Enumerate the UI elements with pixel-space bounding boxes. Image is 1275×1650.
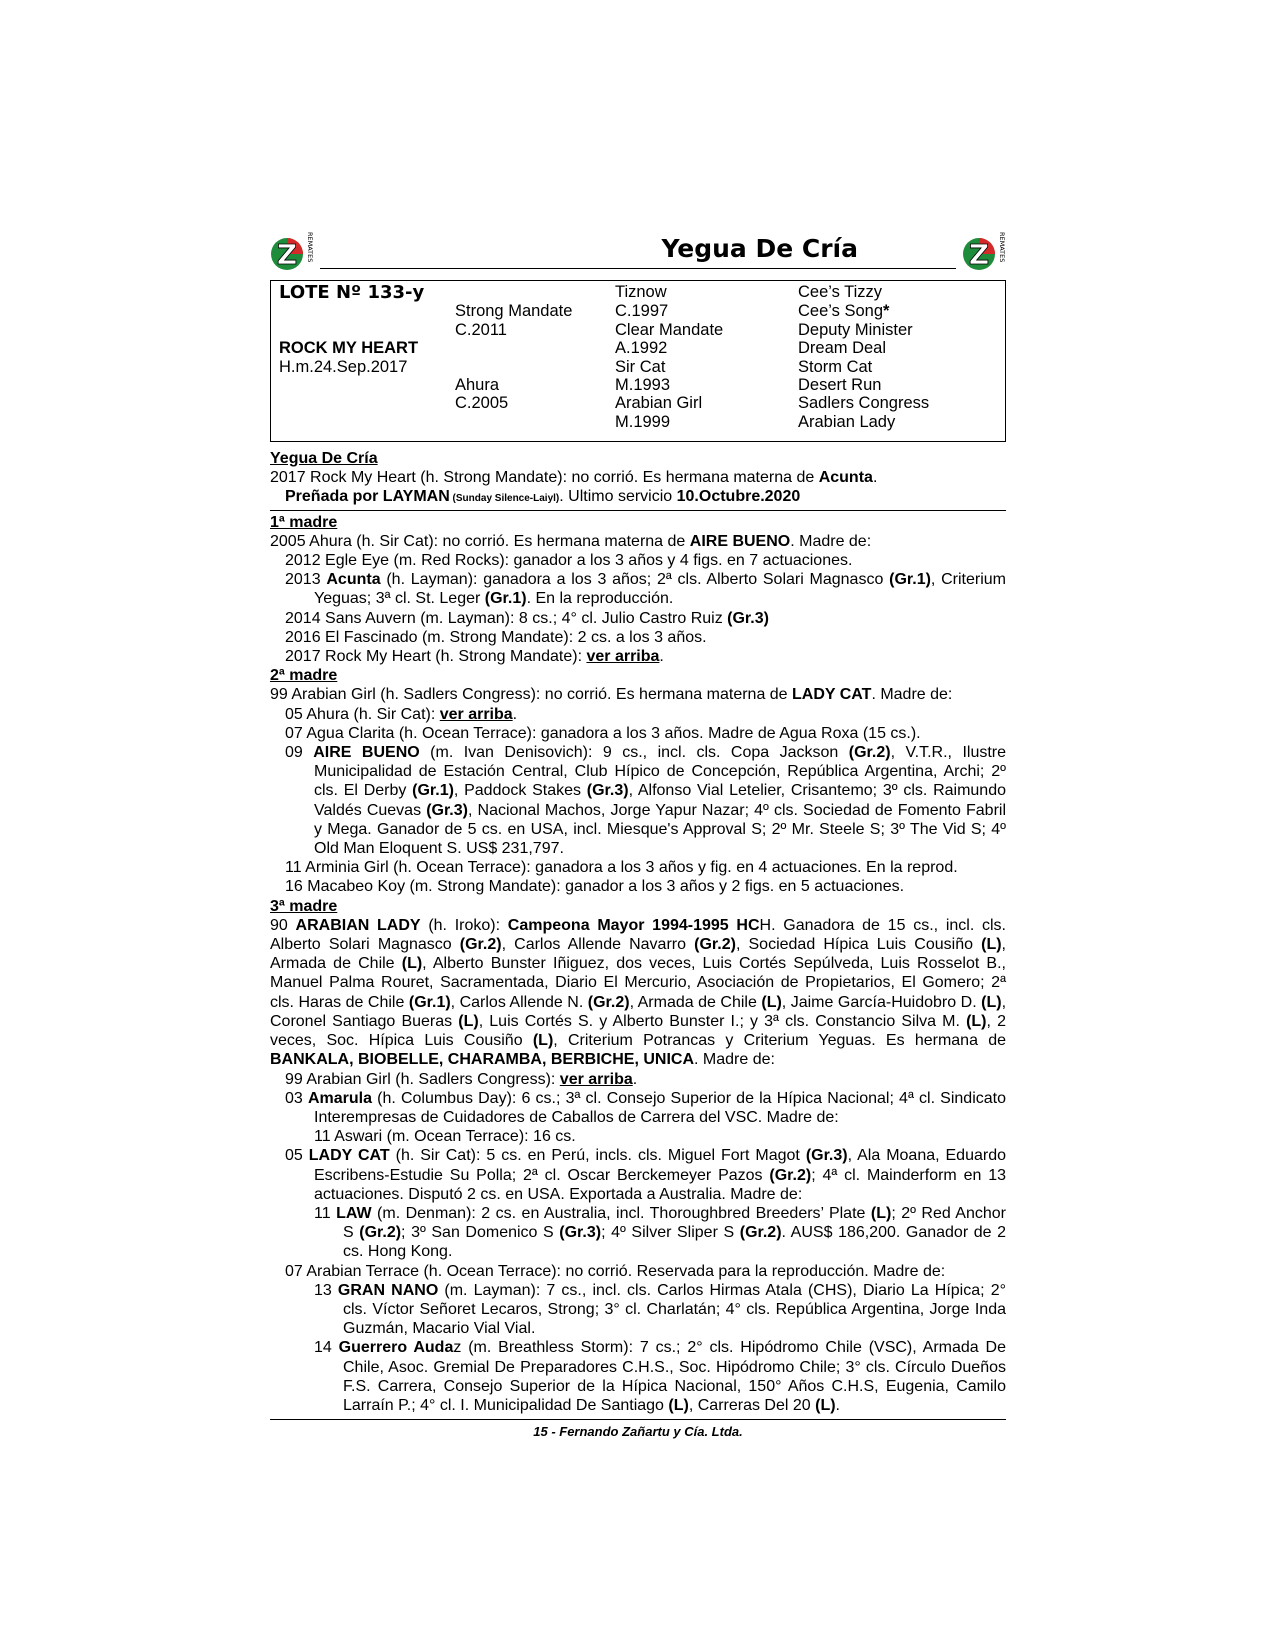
ped-col4-5: Desert Run — [798, 376, 882, 394]
ped-col4-4: Storm Cat — [798, 358, 873, 376]
svg-text:REMATES: REMATES — [306, 232, 314, 263]
zr-remates-logo-left — [270, 228, 314, 274]
ped-col4-7: Arabian Lady — [798, 413, 896, 431]
produce-entry: 03 Amarula (h. Columbus Day): 6 cs.; 3ª cl. Consejo Superior de la Hípica Nacional; 4ª cl. Sindicato Interempresas de Cuidadores de Caballos de Carrera del VSC. Madre de: — [285, 1089, 1006, 1126]
catalog-page — [270, 222, 1006, 1439]
sire-year: C.2011 — [455, 321, 507, 339]
ped-col3-3: A.1992 — [615, 339, 668, 357]
produce-entry: 07 Arabian Terrace (h. Ocean Terrace): no corrió. Reservada para la reproducción. Madre de: — [285, 1262, 946, 1280]
ped-col4-6: Sadlers Congress — [798, 394, 930, 412]
horse-name: ROCK MY HEART — [279, 339, 419, 357]
ped-col3-0: Tiznow — [615, 283, 667, 301]
grand-produce-entry: 11 LAW (m. Denman): 2 cs. en Australia, incl. Thoroughbred Breeders’ Plate (L); 2º Red Anchor S (Gr.2); 3º San Domenico S (Gr.3); 4º Silver Sliper S (Gr.2). AUS$ 186,200. Ganador de 2 cs. Hong Kong. — [314, 1204, 1007, 1261]
produce-entry: 2017 Rock My Heart (h. Strong Mandate): ver arriba. — [285, 648, 664, 666]
lot-number: LOTE Nº 133-y — [279, 282, 425, 303]
ped-col4-0: Cee’s Tizzy — [798, 283, 883, 301]
ped-col3-6: Arabian Girl — [615, 394, 703, 412]
ped-col3-4: Sir Cat — [615, 358, 666, 376]
svg-text:Z: Z — [968, 238, 990, 271]
header-rule — [320, 268, 956, 269]
ped-col4-2: Deputy Minister — [798, 321, 913, 339]
second-dam-intro: 99 Arabian Girl (h. Sadlers Congress): no corrió. Es hermana materna de LADY CAT. Madre de: — [270, 686, 953, 704]
grand-produce-entry: 14 Guerrero Audaz (m. Breathless Storm): 7 cs.; 2° cls. Hipódromo Chile (VSC), Armada De Chile, Asoc. Gremial De Preparadores C.H.S., Soc. Hipódromo Chile; 3° cls. Círculo Dueños F.S. Carrera, Consejo Superior de la Hípica Nacional, 150° Años C.H.S, Eugenia, Camilo Larraín P.; 4° cl. I. Municipalidad De Santiago (L), Carreras Del 20 (L). — [314, 1339, 1006, 1414]
pedigree-box — [270, 280, 1006, 442]
produce-entry: 99 Arabian Girl (h. Sadlers Congress): ver arriba. — [285, 1070, 638, 1088]
produce-entry: 11 Arminia Girl (h. Ocean Terrace): ganadora a los 3 años y fig. en 4 actuaciones. En la reprod. — [285, 859, 958, 877]
grand-produce-entry: 11 Aswari (m. Ocean Terrace): 16 cs. — [314, 1128, 576, 1146]
yegua-line: 2017 Rock My Heart (h. Strong Mandate): no corrió. Es hermana materna de Acunta. — [270, 469, 878, 487]
produce-entry: 2013 Acunta (h. Layman): ganadora a los 3 años; 2ª cls. Alberto Solari Magnasco (Gr.1), Criterium Yeguas; 3ª cl. St. Leger (Gr.1). En la reproducción. — [285, 571, 1007, 608]
pedigree-notes — [270, 449, 1006, 1415]
produce-entry: 16 Macabeo Koy (m. Strong Mandate): ganador a los 3 años y 2 figs. en 5 actuaciones. — [285, 878, 905, 896]
sire-name: Strong Mandate — [455, 302, 573, 320]
pregnancy-line: Preñada por LAYMAN (Sunday Silence-Laiyl). Ultimo servicio 10.Octubre.2020 — [285, 488, 801, 506]
dam-name: Ahura — [455, 376, 500, 394]
page-title: Yegua De Cría — [661, 234, 858, 263]
horse-birth: H.m.24.Sep.2017 — [279, 358, 408, 376]
section-divider — [270, 510, 1006, 511]
ped-col3-5: M.1993 — [615, 376, 671, 394]
footer-rule — [270, 1419, 1006, 1420]
produce-entry: 09 AIRE BUENO (m. Ivan Denisovich): 9 cs., incl. cls. Copa Jackson (Gr.2), V.T.R., Ilustre Municipalidad de Estación Central, Club Hípico de Concepción, República Argentina, Archi; 2º cls. El Derby (Gr.1), Paddock Stakes (Gr.3), Alfonso Vial Letelier, Crisantemo; 3º cls. Raimundo Valdés Cuevas (Gr.3), Nacional Machos, Jorge Yapur Nazar; 4º cls. Sociedad de Fomento Fabril y Mega. Ganador de 5 cs. en USA, incl. Miesque's Approval S; 2º Mr. Steele S; 3º The Vid S; 4º Old Man Eloquent S. US$ 231,797. — [285, 744, 1007, 858]
first-dam-intro: 2005 Ahura (h. Sir Cat): no corrió. Es hermana materna de AIRE BUENO. Madre de: — [270, 532, 872, 550]
produce-entry: 05 LADY CAT (h. Sir Cat): 5 cs. en Perú, incls. cls. Miguel Fort Magot (Gr.3), Ala Moana, Eduardo Escribens-Estudie Su Polla; 2ª cl. Oscar Berckemeyer Pazos (Gr.2); 4ª cl. Mainderform en 13 actuaciones. Disputó 2 cs. en USA. Exportada a Australia. Madre de: — [285, 1147, 1007, 1203]
section-heading-2a-madre: 2ª madre — [270, 667, 338, 685]
zr-remates-logo-right — [962, 228, 1006, 274]
dam-year: C.2005 — [455, 394, 509, 412]
produce-entry: 07 Agua Clarita (h. Ocean Terrace): ganadora a los 3 años. Madre de Agua Roxa (15 cs.). — [285, 724, 921, 742]
page-header — [270, 222, 1006, 280]
ped-col3-7: M.1999 — [615, 413, 671, 431]
produce-entry: 2016 El Fascinado (m. Strong Mandate): 2 cs. a los 3 años. — [285, 628, 707, 646]
grand-produce-entry: 13 GRAN NANO (m. Layman): 7 cs., incl. cls. Carlos Hirmas Atala (CHS), Diario La Hípica; 2° cls. Víctor Señoret Lecaros, Strong; 3° cl. Charlatán; 4° cls. República Argentina, Jorge Inda Guzmán, Macario Vial Vial. — [314, 1281, 1006, 1338]
produce-entry: 05 Ahura (h. Sir Cat): ver arriba. — [285, 705, 518, 723]
ped-col3-2: Clear Mandate — [615, 321, 724, 339]
ped-col4-1: Cee’s Song* — [798, 302, 890, 320]
produce-entry: 2012 Egle Eye (m. Red Rocks): ganador a los 3 años y 4 figs. en 7 actuaciones. — [285, 552, 853, 570]
section-heading-yegua: Yegua De Cría — [270, 450, 378, 467]
svg-text:REMATES: REMATES — [998, 232, 1006, 263]
page-footer: 15 - Fernando Zañartu y Cía. Ltda. — [533, 1424, 743, 1440]
third-dam-intro: 90 ARABIAN LADY (h. Iroko): Campeona Mayor 1994-1995 HCH. Ganadora de 15 cs., incl. cls. Alberto Solari Magnasco (Gr.2), Carlos Allende Navarro (Gr.2), Sociedad Hípica Luis Cousiño (L), Armada de Chile (L), Alberto Bunster Iñiguez, dos veces, Luis Cortés Sepúlveda, Luis Rosselot B., Manuel Palma Rouret, Sacramentada, Diario El Mercurio, Asociación de Propietarios, El Gomero; 2ª cls. Haras de Chile (Gr.1), Carlos Allende N. (Gr.2), Armada de Chile (L), Jaime García-Huidobro D. (L), Coronel Santiago Bueras (L), Luis Cortés S. y Alberto Bunster I.; y 3ª cls. Constancio Silva M. (L), 2 veces, Soc. Hípica Luis Cousiño (L), Criterium Potrancas y Criterium Yeguas. Es hermana de BANKALA, BIOBELLE, CHARAMBA, BERBICHE, UNICA. Madre de: — [270, 916, 1007, 1069]
ped-col3-1: C.1997 — [615, 302, 669, 320]
section-heading-1a-madre: 1ª madre — [270, 513, 338, 531]
produce-entry: 2014 Sans Auvern (m. Layman): 8 cs.; 4° cl. Julio Castro Ruiz (Gr.3) — [285, 609, 769, 627]
ped-col4-3: Dream Deal — [798, 339, 887, 357]
svg-text:Z: Z — [276, 238, 298, 271]
section-heading-3a-madre: 3ª madre — [270, 897, 338, 915]
